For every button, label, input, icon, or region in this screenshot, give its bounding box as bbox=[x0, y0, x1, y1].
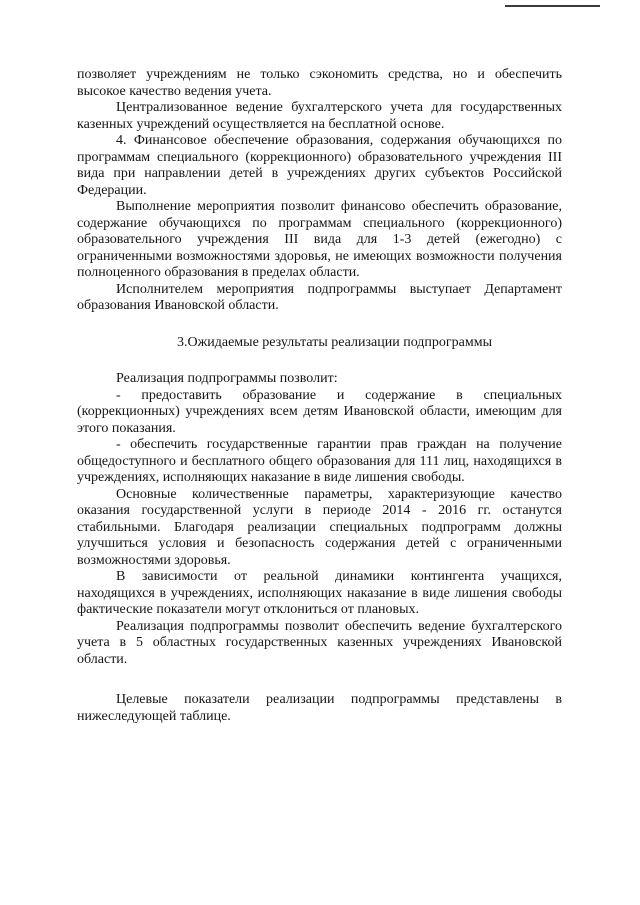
paragraph-centralized-accounting: Централизованное ведение бухгалтерского учета для государственных казенных учреждений осуществляется на бесплатной основе. bbox=[77, 100, 562, 132]
paragraph-executor: Исполнителем мероприятия подпрограммы выступает Департамент образования Ивановской области. bbox=[77, 281, 562, 313]
paragraph-quantitative-parameters: Основные количественные параметры, характеризующие качество оказания государственной услуги в периоде 2014 - 2016 гг. останутся стабильными. Благодаря реализации специальных подпрограмм должны улучшиться условия и безопасность содержания детей с ограниченными возможностями здоровья. bbox=[77, 486, 562, 568]
paragraph-results-intro: Реализация подпрограммы позволит: bbox=[116, 371, 338, 386]
document-page bbox=[77, 67, 562, 725]
scan-artifact-line bbox=[505, 5, 600, 7]
paragraph-item-4-financing: 4. Финансовое обеспечение образования, содержания обучающихся по программам специального (коррекционного) образовательного учреждения III вида при направлении детей в учреждениях других субъектов Российской Федерации. bbox=[77, 133, 562, 198]
list-item-education-provision: - предоставить образование и содержание в специальных (коррекционных) учреждениях всем детям Ивановской области, имеющим для этого показания. bbox=[77, 387, 562, 436]
section-heading: 3.Ожидаемые результаты реализации подпрограммы bbox=[176, 334, 493, 350]
paragraph-accounting-outcome: Реализация подпрограммы позволит обеспечить ведение бухгалтерского учета в 5 областных государственных казенных учреждениях Ивановской области. bbox=[77, 618, 562, 667]
paragraph-continuation: позволяет учреждениям не только сэкономить средства, но и обеспечить высокое качество ведения учета. bbox=[77, 67, 562, 99]
paragraph-measure-effect: Выполнение мероприятия позволит финансово обеспечить образование, содержание обучающихся по программам специального (коррекционного) образовательного учреждения III вида для 1-3 детей (ежегодно) с ограниченными возможностями здоровья, не имеющих возможности получения полноценного образования в пределах области. bbox=[77, 199, 562, 280]
list-item-state-guarantees: - обеспечить государственные гарантии прав граждан на получение общедоступного и бесплатного общего образования для 111 лиц, находящихся в учреждениях, исполняющих наказание в виде лишения свободы. bbox=[77, 437, 562, 485]
paragraph-contingent-dynamics: В зависимости от реальной динамики контингента учащихся, находящихся в учреждениях, исполняющих наказание в виде лишения свободы фактические показатели могут отклониться от плановых. bbox=[77, 569, 562, 617]
paragraph-target-indicators: Целевые показатели реализации подпрограммы представлены в нижеследующей таблице. bbox=[77, 692, 562, 724]
